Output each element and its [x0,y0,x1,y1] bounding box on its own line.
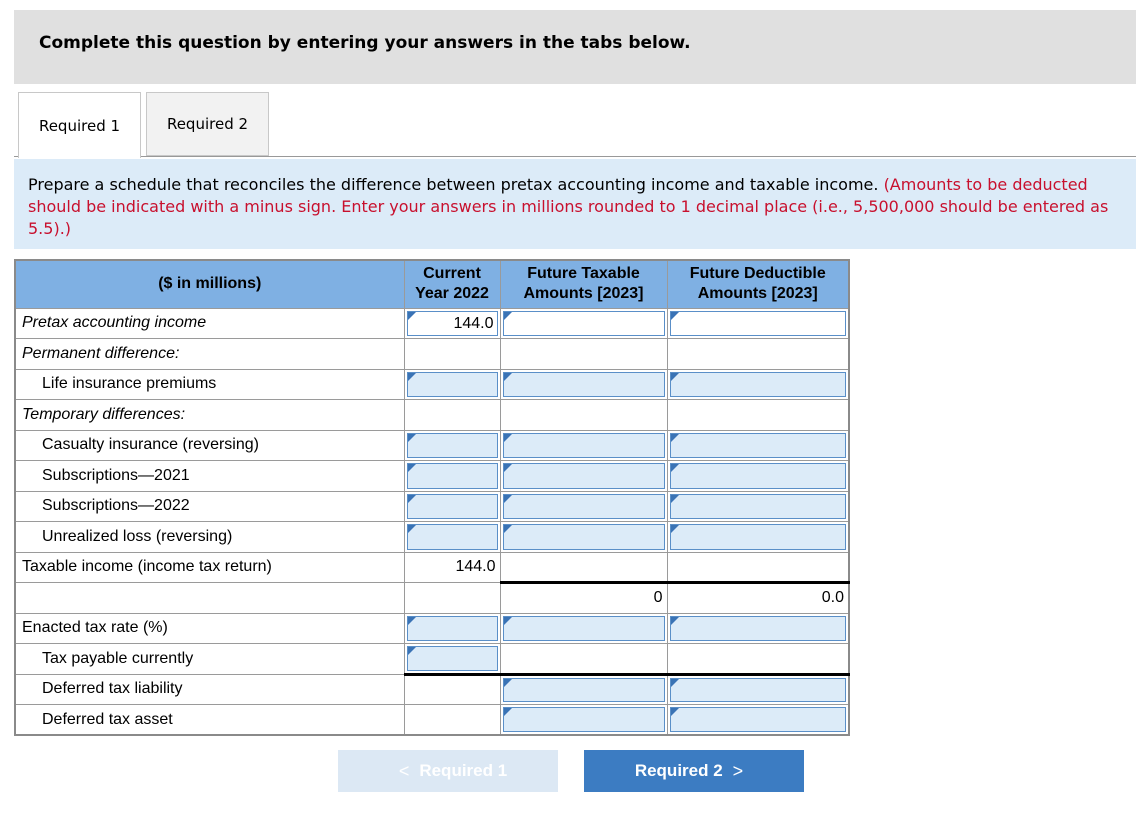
cell-empty [404,705,500,736]
life-deductible-input[interactable] [670,372,847,398]
table-row [15,583,849,614]
row-label-life-insurance: Life insurance premiums [15,369,404,400]
cell-unrealized-deductible [667,522,849,553]
header-current-line2: Year 2022 [415,285,489,303]
instructions-main: Prepare a schedule that reconciles the difference between pretax accounting income and taxable income. [28,175,879,194]
row-label-deferred-asset: Deferred tax asset [15,705,404,736]
row-label-taxable-income: Taxable income (income tax return) [15,552,404,583]
chevron-left-icon: < [398,760,410,781]
cell-life-deductible [667,369,849,400]
header-future-deductible [667,260,849,308]
header-row [15,260,849,308]
subs2022-current-input[interactable] [407,494,498,520]
row-label-pretax: Pretax accounting income [15,308,404,339]
pretax-deductible-input[interactable] [670,311,847,337]
row-label-unrealized: Unrealized loss (reversing) [15,522,404,553]
payable-current-input[interactable] [407,646,498,671]
header-deductible-line2: Amounts [2023] [697,285,818,303]
table-row [15,339,849,370]
row-label-subs-2021: Subscriptions—2021 [15,461,404,492]
table-row [15,400,849,431]
life-taxable-input[interactable] [503,372,665,398]
instruction-banner [14,10,1136,84]
table-row [15,674,849,705]
cell-empty [667,339,849,370]
cell-unrealized-current [404,522,500,553]
cell-pretax-current [404,308,500,339]
table-row [15,369,849,400]
cell-subs2021-current [404,461,500,492]
unrealized-taxable-input[interactable] [503,524,665,550]
header-current-line1: Current [423,265,481,283]
cell-empty [500,552,667,583]
rate-taxable-input[interactable] [503,616,665,642]
cell-subs2021-taxable [500,461,667,492]
table-row [15,705,849,736]
cell-casualty-deductible [667,430,849,461]
reconciliation-table [14,259,850,736]
table-row [15,430,849,461]
cell-casualty-taxable [500,430,667,461]
cell-empty [404,400,500,431]
header-label: ($ in millions) [15,260,404,308]
subs2021-deductible-input[interactable] [670,463,847,489]
rate-deductible-input[interactable] [670,616,847,642]
row-label-temporary: Temporary differences: [15,400,404,431]
cell-empty [500,339,667,370]
cell-dtl-taxable [500,674,667,705]
rate-current-input[interactable] [407,616,498,642]
row-label-subs-2022: Subscriptions—2022 [15,491,404,522]
casualty-taxable-input[interactable] [503,433,665,459]
cell-subs2022-taxable [500,491,667,522]
table-row [15,491,849,522]
subs2021-taxable-input[interactable] [503,463,665,489]
cell-subs2022-current [404,491,500,522]
cell-empty [667,552,849,583]
cell-dtl-deductible [667,674,849,705]
header-taxable-line2: Amounts [2023] [523,285,644,303]
row-label-deferred-liability: Deferred tax liability [15,674,404,705]
table-row [15,644,849,675]
header-taxable-line1: Future Taxable [527,265,640,283]
cell-empty [404,674,500,705]
cell-total-taxable: 0 [500,583,667,614]
next-button-label: Required 2 [634,761,723,780]
cell-empty [500,400,667,431]
life-current-input[interactable] [407,372,498,398]
tab-divider [141,156,1136,157]
subs2021-current-input[interactable] [407,463,498,489]
cell-dta-deductible [667,705,849,736]
cell-empty [667,400,849,431]
table-row [15,308,849,339]
table-row [15,613,849,644]
header-future-taxable [500,260,667,308]
header-current-year [404,260,500,308]
cell-empty [500,644,667,675]
cell-subs2022-deductible [667,491,849,522]
row-label-casualty: Casualty insurance (reversing) [15,430,404,461]
unrealized-current-input[interactable] [407,524,498,550]
row-label-enacted-rate: Enacted tax rate (%) [15,613,404,644]
cell-pretax-deductible [667,308,849,339]
cell-subs2021-deductible [667,461,849,492]
cell-dta-taxable [500,705,667,736]
row-label-tax-payable: Tax payable currently [15,644,404,675]
dtl-deductible-input[interactable] [670,678,847,703]
chevron-right-icon: > [732,760,744,781]
cell-empty [667,644,849,675]
dta-taxable-input[interactable] [503,707,665,732]
subs2022-deductible-input[interactable] [670,494,847,520]
cell-empty [404,583,500,614]
cell-unrealized-taxable [500,522,667,553]
cell-rate-current [404,613,500,644]
pretax-taxable-input[interactable] [503,311,665,337]
cell-empty [404,339,500,370]
tab-required-1[interactable]: Required 1 [18,92,141,158]
cell-life-current [404,369,500,400]
cell-rate-deductible [667,613,849,644]
header-deductible-line1: Future Deductible [689,265,826,283]
prev-button[interactable] [338,750,558,792]
unrealized-deductible-input[interactable] [670,524,847,550]
banner-text: Complete this question by entering your answers in the tabs below. [39,33,691,53]
cell-pretax-taxable [500,308,667,339]
table-row [15,522,849,553]
dtl-taxable-input[interactable] [503,678,665,703]
casualty-deductible-input[interactable] [670,433,847,459]
cell-casualty-current [404,430,500,461]
dta-deductible-input[interactable] [670,707,847,732]
casualty-current-input[interactable] [407,433,498,459]
instructions-note: (Amounts to be deducted should be indicated with a minus sign. Enter your answers in millions rounded to 1 decimal place (i.e., 5,500,000 should be entered as 5.5).) [28,175,1109,238]
next-button[interactable] [584,750,804,792]
pretax-current-input[interactable]: 144.0 [407,311,498,337]
cell-total-deductible: 0.0 [667,583,849,614]
table-row [15,552,849,583]
tab-divider-left [14,156,18,157]
subs2022-taxable-input[interactable] [503,494,665,520]
cell-taxable-income-current: 144.0 [404,552,500,583]
cell-rate-taxable [500,613,667,644]
tab-required-2[interactable]: Required 2 [146,92,269,156]
row-label-permanent: Permanent difference: [15,339,404,370]
instructions-panel [14,159,1136,249]
table-row [15,461,849,492]
cell-life-taxable [500,369,667,400]
cell-payable-current [404,644,500,675]
prev-button-label: Required 1 [419,761,508,780]
row-label-blank [15,583,404,614]
